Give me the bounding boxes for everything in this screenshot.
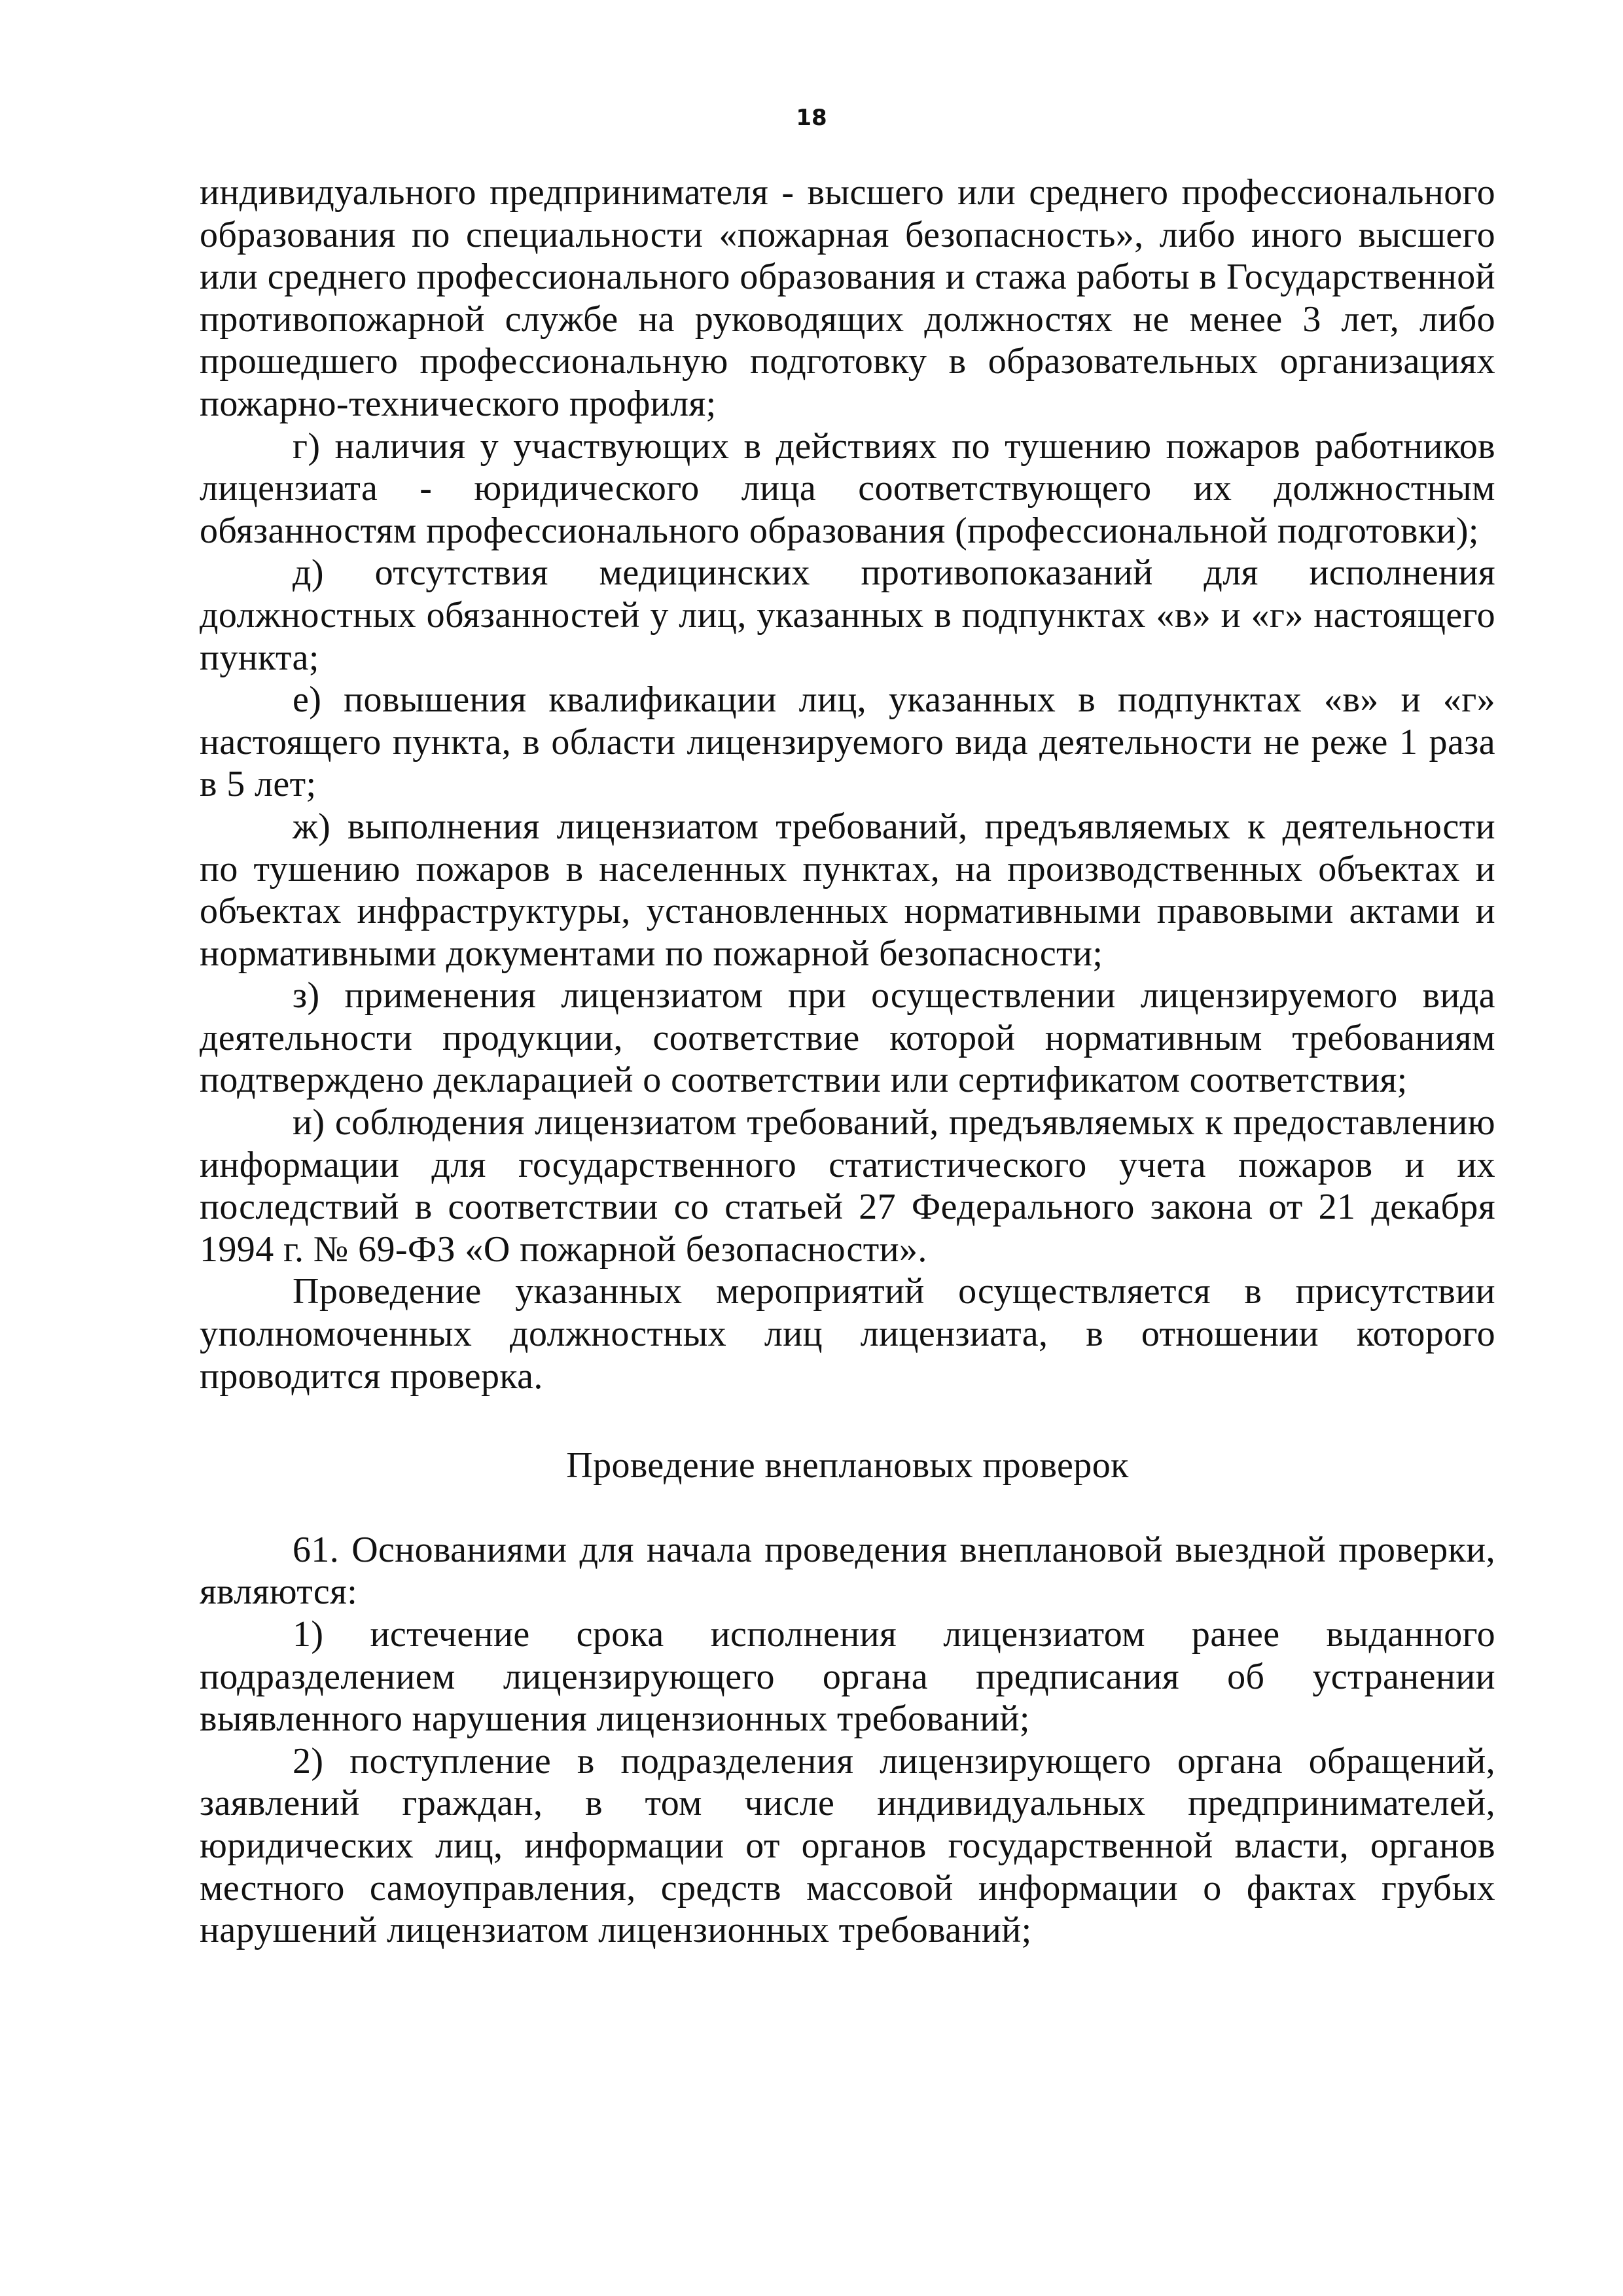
paragraph-continuation: индивидуального предпринимателя - высшего или среднего профессионального образования по специальности «пожарная безопасность», либо иного высшего или среднего профессионального образования и стажа работы в Государственной противопожарной службе на руководящих должностях не менее 3 лет, либо прошедшего профессиональную подготовку в образовательных организациях пожарно-технического профиля; xyxy=(200,172,1495,424)
page-number: 18 xyxy=(796,105,827,131)
section-heading: Проведение внеплановых проверок xyxy=(566,1445,1129,1486)
paragraph-item-i: и) соблюдения лицензиатом требований, предъявляемых к предоставлению информации для государственного статистического учета пожаров и их последствий в соответствии со статьей 27 Федерального закона от 21 декабря 1994 г. № 69-ФЗ «О пожарной безопасности». xyxy=(200,1102,1495,1270)
paragraph-item-zh: ж) выполнения лицензиатом требований, предъявляемых к деятельности по тушению пожаров в населенных пунктах, на производственных объектах и объектах инфраструктуры, установленных нормативными правовыми актами и нормативными документами по пожарной безопасности; xyxy=(200,806,1495,974)
paragraph-presence-note: Проведение указанных мероприятий осуществляется в присутствии уполномоченных должностных лиц лицензиата, в отношении которого проводится проверка. xyxy=(200,1271,1495,1397)
document-body xyxy=(200,171,1495,1952)
paragraph-61: 61. Основаниями для начала проведения внеплановой выездной проверки, являются: xyxy=(200,1529,1495,1613)
paragraph-item-e: е) повышения квалификации лиц, указанных в подпунктах «в» и «г» настоящего пункта, в области лицензируемого вида деятельности не реже 1 раза в 5 лет; xyxy=(200,679,1495,805)
paragraph-item-g: г) наличия у участвующих в действиях по тушению пожаров работников лицензиата - юридического лица соответствующего их должностным обязанностям профессионального образования (профессиональной подготовки); xyxy=(200,425,1495,551)
paragraph-item-d: д) отсутствия медицинских противопоказаний для исполнения должностных обязанностей у лиц, указанных в подпунктах «в» и «г» настоящего пункта; xyxy=(200,552,1495,678)
paragraph-61-item-2: 2) поступление в подразделения лицензирующего органа обращений, заявлений граждан, в том числе индивидуальных предпринимателей, юридических лиц, информации от органов государственной власти, органов местного самоуправления, средств массовой информации о фактах грубых нарушений лицензиатом лицензионных требований; xyxy=(200,1740,1495,1951)
paragraph-61-item-1: 1) истечение срока исполнения лицензиатом ранее выданного подразделением лицензирующего органа предписания об устранении выявленного нарушения лицензионных требований; xyxy=(200,1614,1495,1740)
paragraph-item-z: з) применения лицензиатом при осуществлении лицензируемого вида деятельности продукции, соответствие которой нормативным требованиям подтверждено декларацией о соответствии или сертификатом соответствия; xyxy=(200,975,1495,1101)
